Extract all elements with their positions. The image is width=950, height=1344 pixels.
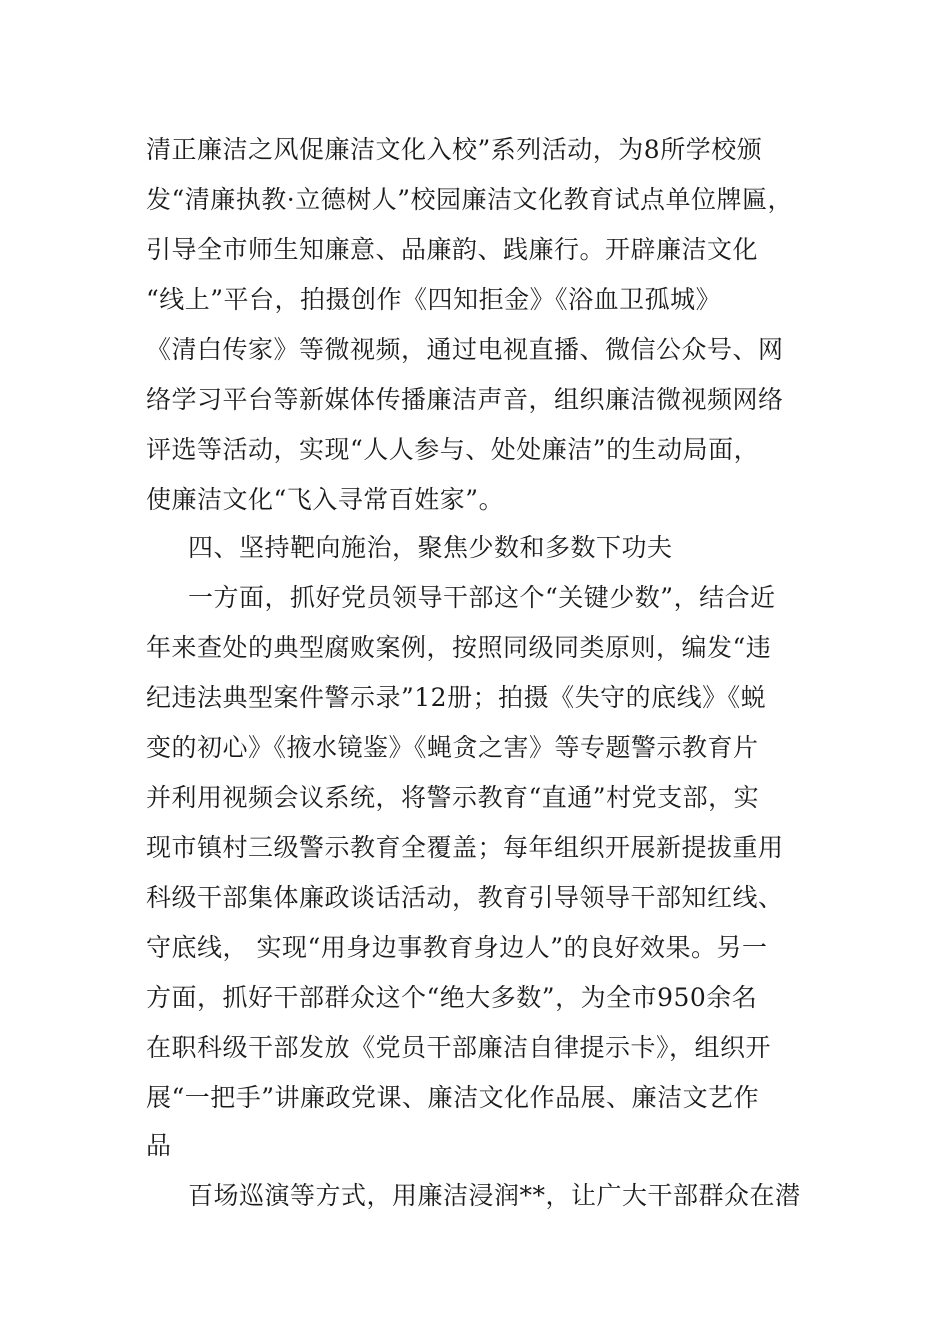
text-line: 并利用视频会议系统，将警示教育“直通”村党支部，实 <box>146 783 760 812</box>
text-line: 方面，抓好干部群众这个“绝大多数”，为全市950余名 <box>146 983 758 1012</box>
text-line: 百场巡演等方式，用廉洁浸润**，让广大干部群众在潜 <box>188 1181 801 1210</box>
text-line: 络学习平台等新媒体传播廉洁声音，组织廉洁微视频网络 <box>146 385 784 414</box>
text-line: 发“清廉执教·立德树人”校园廉洁文化教育试点单位牌匾， <box>146 185 794 214</box>
text-line: 变的初心》《掖水镜鉴》《蝇贪之害》等专题警示教育片 <box>146 733 759 762</box>
text-line: 使廉洁文化“飞入寻常百姓家”。 <box>146 485 505 514</box>
text-line: 现市镇村三级警示教育全覆盖；每年组织开展新提拔重用 <box>146 833 784 862</box>
text-line: “线上”平台，拍摄创作《四知拒金》《浴血卫孤城》 <box>146 285 722 314</box>
text-line: 引导全市师生知廉意、品廉韵、践廉行。开辟廉洁文化 <box>146 235 759 264</box>
text-line: 品 <box>146 1131 172 1160</box>
text-line: 纪违法典型案件警示录”12册；拍摄《失守的底线》《蜕 <box>146 683 767 712</box>
text-line: 展“一把手”讲廉政党课、廉洁文化作品展、廉洁文艺作 <box>146 1083 760 1112</box>
text-line: 科级干部集体廉政谈话活动，教育引导领导干部知红线、 <box>146 883 784 912</box>
text-line: 年来查处的典型腐败案例，按照同级同类原则，编发“违 <box>146 633 772 662</box>
text-line: 清正廉洁之风促廉洁文化入校”系列活动，为8所学校颁 <box>146 135 763 164</box>
text-line: 《清白传家》等微视频，通过电视直播、微信公众号、网 <box>146 335 784 364</box>
text-line: 评选等活动，实现“人人参与、处处廉洁”的生动局面， <box>146 435 760 464</box>
text-line: 守底线， 实现“用身边事教育身边人”的良好效果。另一 <box>146 933 768 962</box>
text-line: 在职科级干部发放《党员干部廉洁自律提示卡》，组织开 <box>146 1033 772 1062</box>
section-heading: 四、坚持靶向施治，聚焦少数和多数下功夫 <box>188 533 673 562</box>
text-line: 一方面，抓好党员领导干部这个“关键少数”，结合近 <box>188 583 776 612</box>
